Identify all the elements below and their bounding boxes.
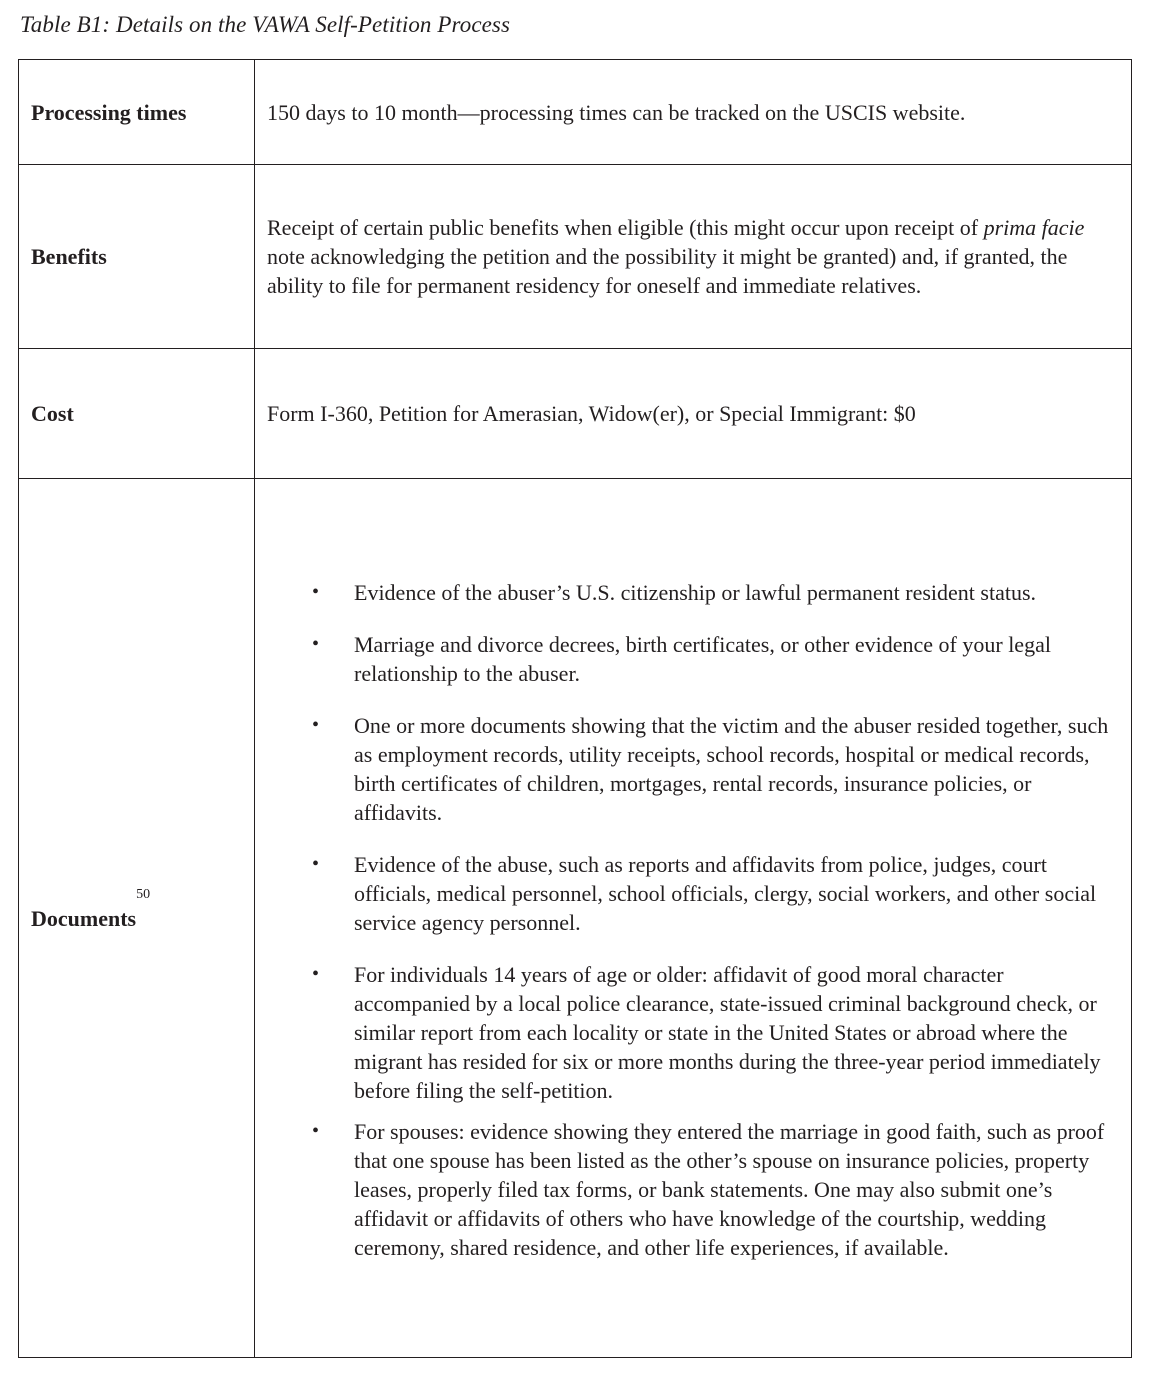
cost-value: Form I-360, Petition for Amerasian, Widow(er), or Special Immigrant: $0 [255,349,1132,479]
processing-times-label: Processing times [19,60,255,165]
list-item [312,1117,1121,1262]
bullet-icon: • [312,853,320,875]
list-item [312,578,1121,607]
table-row-cost [19,349,1132,479]
table-row-documents [19,479,1132,1358]
documents-footnote: 50 [136,886,151,902]
list-item-text: Evidence of the abuser’s U.S. citizenship or lawful permanent resident status. [354,580,1037,605]
list-item-text: Marriage and divorce decrees, birth certificates, or other evidence of your legal relationship to the abuser. [354,632,1051,686]
benefits-text-italic: prima facie [983,215,1085,240]
bullet-icon: • [312,714,320,736]
list-item-text: For spouses: evidence showing they entered the marriage in good faith, such as proof that one spouse has been listed as the other’s spouse on insurance policies, property leases, properly filed tax forms, or bank statements. One may also submit one’s affidavit or affidavits of others who have knowledge of the courtship, wedding ceremony, shared residence, and other life experiences, if available. [354,1119,1105,1260]
bullet-icon: • [312,963,320,985]
list-item [312,960,1121,1105]
list-item [312,711,1121,827]
documents-value [255,479,1132,1358]
benefits-text-part2: note acknowledging the petition and the possibility it might be granted) and, if granted, the ability to file for permanent residency for oneself and immediate relatives. [267,244,1068,298]
bullet-icon: • [312,1120,320,1142]
list-item-text: One or more documents showing that the victim and the abuser resided together, such as employment records, utility receipts, school records, hospital or medical records, birth certificates of children, mortgages, rental records, insurance policies, or affidavits. [354,713,1109,825]
benefits-value [255,165,1132,349]
list-item-text: For individuals 14 years of age or older: affidavit of good moral character accompanied by a local police clearance, state-issued criminal background check, or similar report from each locality or state in the United States or abroad where the migrant has resided for six or more months during the three-year period immediately before filing the self-petition. [354,962,1101,1103]
list-item-text: Evidence of the abuse, such as reports and affidavits from police, judges, court officials, medical personnel, school officials, clergy, social workers, and other social service agency personnel. [354,852,1097,935]
bullet-icon: • [312,581,320,603]
table-caption: Table B1: Details on the VAWA Self-Petition Process [20,12,511,37]
documents-label: Documents [31,905,137,931]
documents-label-cell [19,479,255,1358]
cost-label: Cost [19,349,255,479]
benefits-text-part1: Receipt of certain public benefits when eligible (this might occur upon receipt of [267,215,984,240]
list-item [312,850,1121,937]
table-row-processing-times [19,60,1132,165]
table-row-benefits [19,165,1132,349]
processing-times-value: 150 days to 10 month—processing times can be tracked on the USCIS website. [255,60,1132,165]
benefits-label: Benefits [19,165,255,349]
bullet-icon: • [312,633,320,655]
list-item [312,630,1121,688]
documents-list [267,578,1121,1262]
details-table [18,59,1132,1358]
